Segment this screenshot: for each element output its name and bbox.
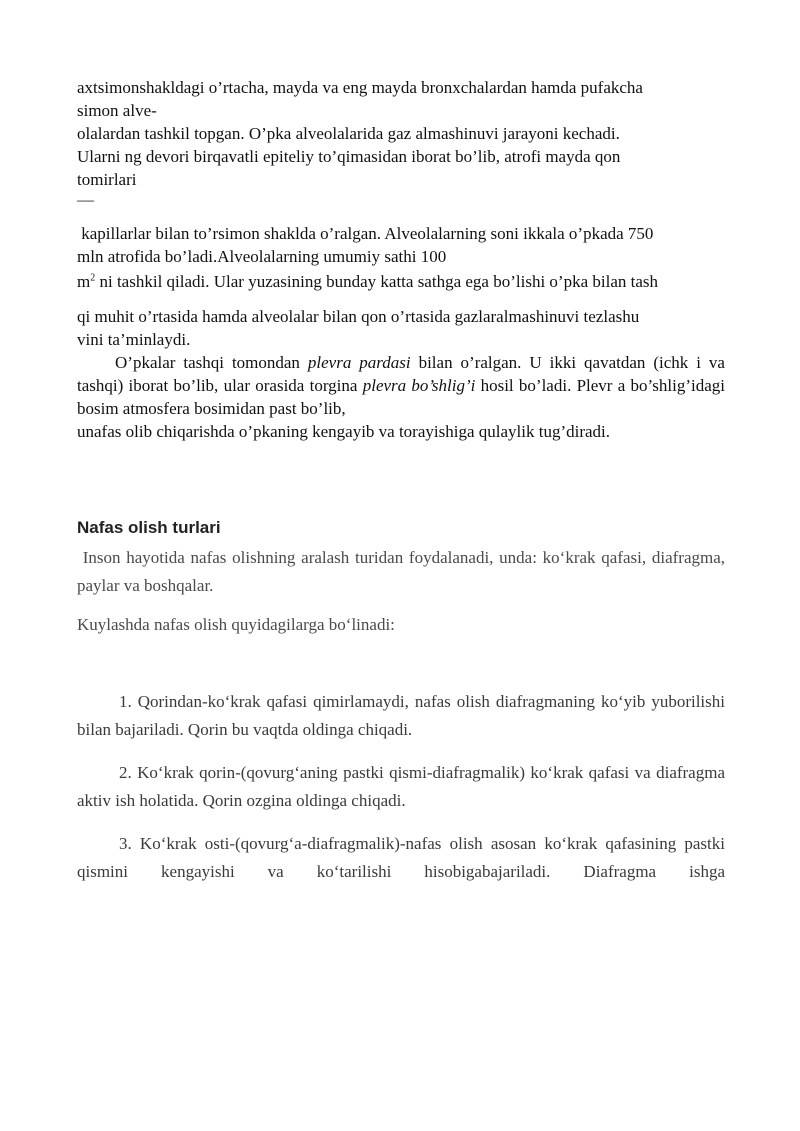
text-line: mln atrofida bo’ladi.Alveolalarning umumiy sathi 100	[77, 247, 447, 266]
text-line: tomirlari	[77, 170, 137, 189]
text-run: hosil bo’ladi. Plevr a bo’shlig’idagi bosim atmosfera bosimidan past bo’lib,	[77, 376, 725, 418]
term-plevra-boshligi: plevra bo’shlig’i	[362, 376, 476, 395]
list-item: 1. Qorindan-koʻkrak qafasi qimirlamaydi, nafas olish diafragmaning koʻyib yuborilishi bilan bajariladi. Qorin bu vaqtda oldinga chiqadi.	[77, 692, 725, 739]
breathing-list	[77, 688, 725, 886]
intro-paragraph: Inson hayotida nafas olishning aralash turidan foydalanadi, unda: koʻkrak qafasi, diafragma, paylar va boshqalar.	[77, 548, 730, 595]
document-page	[77, 76, 730, 886]
list-item: 3. Koʻkrak osti-(qovurgʻa-diafragmalik)-nafas olish asosan koʻkrak qafasining pastki qismini kengayishi va koʻtarilishi hisobigabajariladi. Diafragma ishga	[77, 834, 725, 881]
text-line: Ularni ng devori birqavatli epiteliy to’qimasidan iborat bo’lib, atrofi mayda qon	[77, 147, 621, 166]
list-item: 2. Koʻkrak qorin-(qovurgʻaning pastki qismi-diafragmalik) koʻkrak qafasi va diafragma aktiv ish holatida. Qorin ozgina oldinga chiqadi.	[77, 763, 725, 810]
paragraph-alveoli	[77, 76, 725, 209]
superscript-2: 2	[90, 272, 96, 284]
term-plevra-pardasi: plevra pardasi	[307, 353, 411, 372]
paragraph-gas-exchange	[77, 305, 725, 351]
pleura-text	[77, 351, 725, 420]
text-line: simon alve-	[77, 101, 157, 120]
unit-m: m	[77, 272, 91, 291]
lead-paragraph: Kuylashda nafas olish quyidagilarga boʻlinadi:	[77, 615, 395, 634]
text-line: vini ta’minlaydi.	[77, 330, 191, 349]
section-breathing-types	[77, 517, 730, 886]
text-line-rest: ni tashkil qiladi. Ular yuzasining bunday katta sathga ega bo’lishi o’pka bilan tash	[95, 272, 658, 291]
text-run: bilan o’ralgan. U ikki qavatdan (ichk i va tashqi) iborat bo’lib, ular orasida torgina	[77, 353, 725, 395]
text-line: olalardan tashkil topgan. O’pka alveolalarida gaz almashinuvi jarayoni kechadi.	[77, 124, 620, 143]
paragraph-capillaries	[77, 222, 725, 293]
text-line: axtsimonshakldagi o’rtacha, mayda va eng mayda bronxchalardan hamda pufakcha	[77, 78, 643, 97]
text-line: kapillarlar bilan to’rsimon shaklda o’ralgan. Alveolalarning soni ikkala o’pkada 750	[77, 224, 654, 243]
text-line-area	[77, 270, 725, 293]
dash-mark: —	[77, 190, 94, 209]
text-line: unafas olib chiqarishda o’pkaning kengayib va torayishiga qulaylik tug’diradi.	[77, 422, 611, 441]
text-line: qi muhit o’rtasida hamda alveolalar bilan qon o’rtasida gazlaralmashinuvi tezlashu	[77, 307, 640, 326]
paragraph-pleura	[77, 351, 725, 443]
section-heading: Nafas olish turlari	[77, 518, 221, 537]
text-run: O’pkalar tashqi tomondan	[115, 353, 308, 372]
